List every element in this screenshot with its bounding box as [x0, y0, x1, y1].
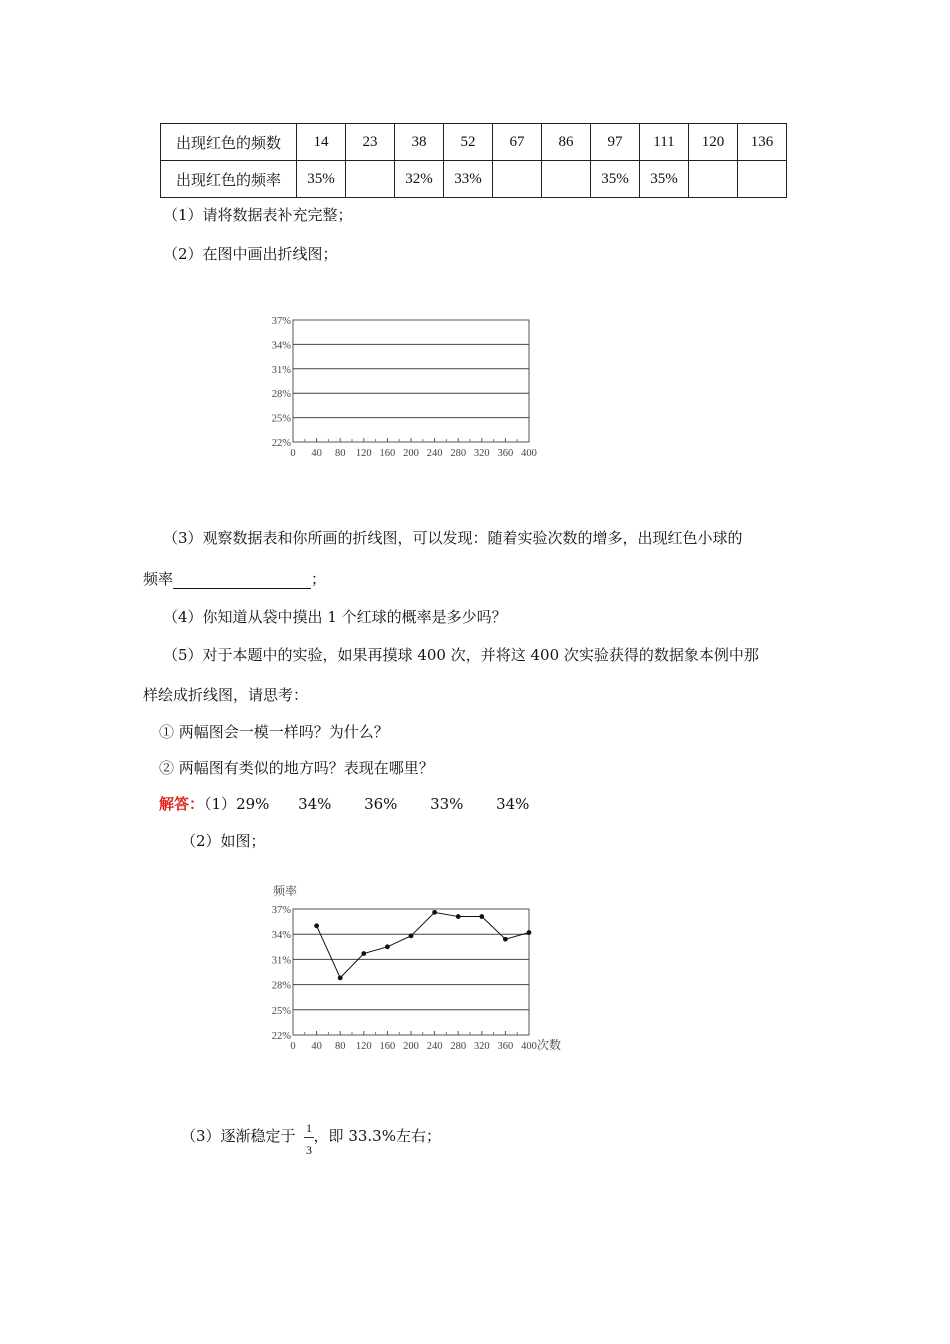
table-cell: 23	[346, 124, 395, 161]
x-tick-label: 320	[473, 1041, 490, 1052]
empty-line-chart	[255, 310, 555, 465]
table-cell: 33%	[444, 161, 493, 198]
data-point	[432, 910, 437, 915]
x-tick-label: 240	[426, 448, 443, 459]
x-tick-label: 80	[334, 448, 346, 459]
series-line	[317, 912, 529, 978]
plot-frame	[293, 320, 529, 442]
x-tick-label: 400	[521, 1041, 537, 1052]
answer-1	[159, 793, 529, 814]
answer-3-suffix: ，即 33.3%左右；	[313, 1127, 441, 1145]
answer-line-chart	[255, 877, 585, 1057]
table-row	[161, 124, 787, 161]
y-tick-label: 31%	[271, 955, 291, 967]
y-tick-label: 22%	[271, 438, 291, 449]
data-point	[409, 933, 414, 938]
table-cell: 14	[297, 124, 346, 161]
x-tick-label: 160	[379, 1041, 396, 1052]
table-cell: 35%	[591, 161, 640, 198]
data-point	[385, 944, 390, 949]
data-point	[338, 975, 343, 980]
x-tick-label: 360	[497, 1041, 514, 1052]
x-tick-label: 360	[497, 448, 514, 459]
question-5a: ① 两幅图会一模一样吗？为什么？	[159, 723, 389, 741]
x-tick-label: 160	[379, 448, 396, 459]
question-3-prefix: 频率	[143, 570, 174, 588]
data-point	[527, 930, 532, 935]
y-tick-label: 22%	[271, 1031, 291, 1042]
answer-value: 34%	[496, 795, 530, 813]
x-tick-label: 240	[426, 1041, 443, 1052]
y-tick-label: 28%	[271, 389, 291, 401]
question-3-line2	[143, 568, 326, 589]
question-5b: ② 两幅图有类似的地方吗？表现在哪里？	[159, 759, 434, 777]
answer-value: 29%	[236, 795, 270, 813]
frequency-table	[160, 123, 787, 198]
question-3-line1: （3）观察数据表和你所画的折线图，可以发现：随着实验次数的增多，出现红色小球的	[163, 529, 743, 547]
table-cell: 86	[542, 124, 591, 161]
table-cell: 32%	[395, 161, 444, 198]
table-cell	[738, 161, 787, 198]
x-tick-label: 280	[450, 1041, 467, 1052]
data-point	[456, 914, 461, 919]
y-tick-label: 37%	[271, 316, 291, 327]
x-tick-label: 0	[290, 448, 296, 459]
x-tick-label: 120	[355, 448, 372, 459]
x-tick-label: 120	[355, 1041, 372, 1052]
answer-label: 解答：	[159, 795, 205, 813]
answer-value: 36%	[364, 795, 398, 813]
table-cell: 97	[591, 124, 640, 161]
question-2: （2）在图中画出折线图；	[163, 245, 338, 263]
x-tick-label: 0	[290, 1041, 296, 1052]
table-cell	[689, 161, 738, 198]
table-cell: 120	[689, 124, 738, 161]
question-4: （4）你知道从袋中摸出 1 个红球的概率是多少吗？	[163, 608, 507, 626]
y-tick-label: 25%	[271, 1005, 291, 1017]
x-tick-label: 400	[521, 448, 537, 459]
data-point	[361, 951, 366, 956]
answer-value: 34%	[298, 795, 332, 813]
x-tick-label: 280	[450, 448, 467, 459]
answer-blank	[173, 572, 311, 589]
table-cell: 35%	[640, 161, 689, 198]
table-cell: 52	[444, 124, 493, 161]
x-tick-label: 200	[403, 1041, 419, 1052]
question-5-line2: 样绘成折线图，请思考：	[143, 686, 309, 704]
table-row	[161, 161, 787, 198]
question-1: （1）请将数据表补充完整；	[163, 206, 353, 224]
fraction-numerator: 1	[306, 1121, 312, 1135]
y-tick-label: 25%	[271, 413, 291, 425]
answer-1-prefix: （1）	[204, 795, 237, 813]
y-tick-label: 34%	[271, 340, 291, 352]
x-axis-label: 次数	[537, 1038, 562, 1052]
x-tick-label: 40	[311, 448, 322, 459]
fraction-bar	[304, 1137, 314, 1138]
table-cell: 67	[493, 124, 542, 161]
y-axis-label: 频率	[272, 884, 298, 898]
table-cell: 35%	[297, 161, 346, 198]
y-tick-label: 37%	[271, 905, 291, 916]
fraction-denominator: 3	[306, 1143, 312, 1157]
answer-value: 33%	[430, 795, 464, 813]
y-tick-label: 31%	[271, 364, 291, 376]
table-cell: 111	[640, 124, 689, 161]
x-tick-label: 320	[473, 448, 490, 459]
y-tick-label: 34%	[271, 930, 291, 942]
answer-2: （2）如图；	[181, 832, 266, 850]
x-tick-label: 200	[403, 448, 419, 459]
question-3-suffix: ；	[311, 570, 327, 588]
row-header: 出现红色的频率	[161, 161, 297, 198]
row-header: 出现红色的频数	[161, 124, 297, 161]
y-tick-label: 28%	[271, 980, 291, 992]
data-point	[314, 923, 319, 928]
table-cell	[346, 161, 395, 198]
answer-3-prefix: （3）逐渐稳定于	[181, 1127, 296, 1145]
data-point	[479, 914, 484, 919]
x-tick-label: 40	[311, 1041, 322, 1052]
table-cell: 136	[738, 124, 787, 161]
table-cell	[493, 161, 542, 198]
x-tick-label: 80	[334, 1041, 346, 1052]
table-cell	[542, 161, 591, 198]
table-cell: 38	[395, 124, 444, 161]
question-5-line1: （5）对于本题中的实验，如果再摸球 400 次，并将这 400 次实验获得的数据象本例中那	[163, 646, 759, 664]
data-point	[503, 937, 508, 942]
